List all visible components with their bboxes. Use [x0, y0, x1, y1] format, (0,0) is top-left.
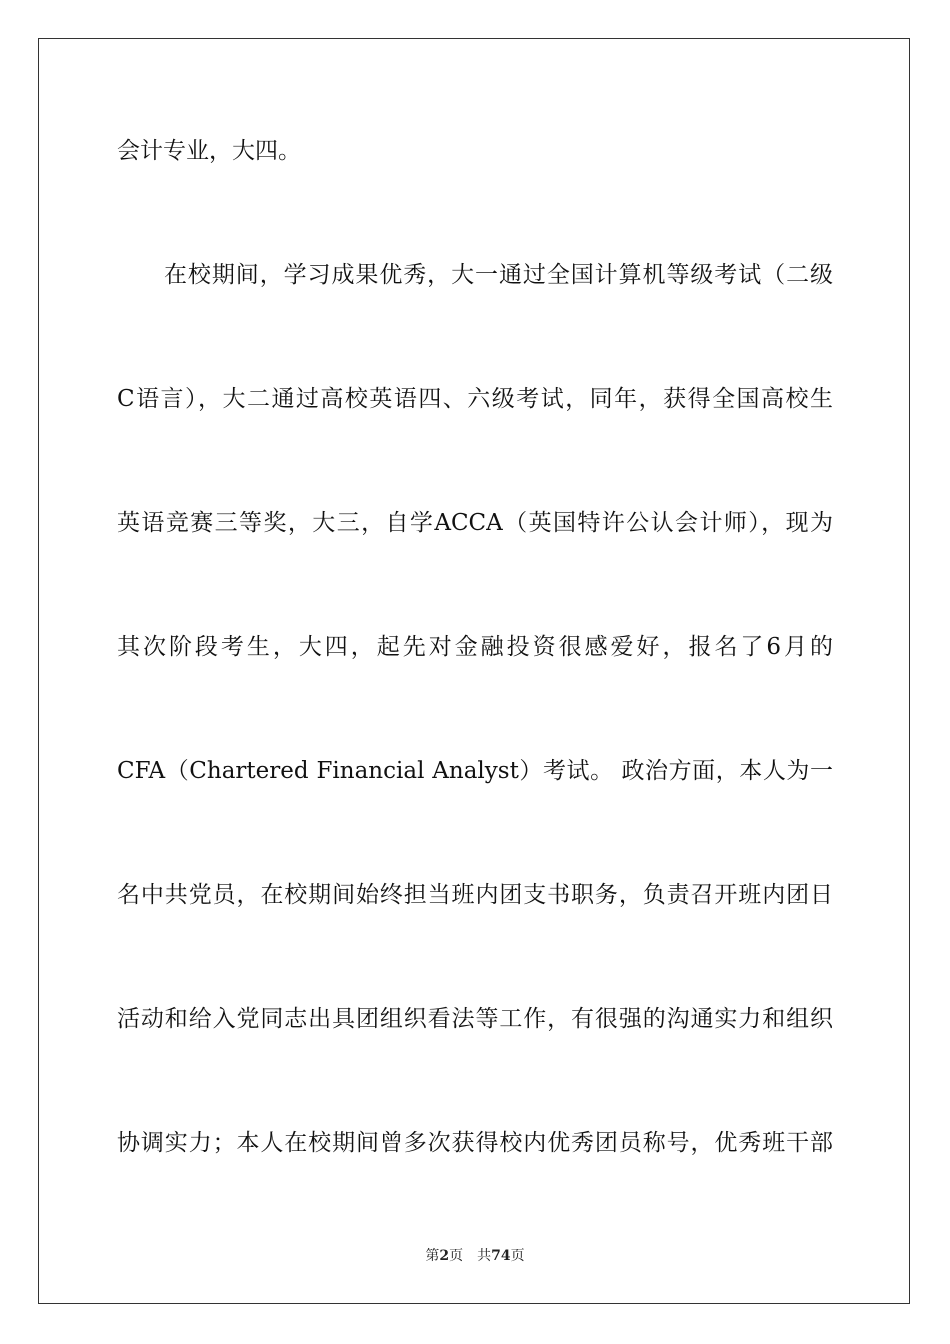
text-line-6: CFA（Chartered Financial Analyst）考试。 政治方面，本人为一	[117, 758, 833, 784]
page-border	[38, 38, 910, 1304]
text-line-4: 英语竞赛三等奖，大三，自学ACCA（英国特许公认会计师），现为	[117, 510, 833, 536]
footer-total-pages: 74	[491, 1248, 511, 1264]
page-footer	[0, 1246, 950, 1266]
footer-page-suffix: 页	[449, 1248, 464, 1264]
text-line-7: 名中共党员，在校期间始终担当班内团支书职务，负责召开班内团日	[117, 882, 833, 908]
text-line-1: 会计专业，大四。	[117, 138, 301, 164]
footer-page-number: 2	[439, 1248, 450, 1264]
footer-total-suffix: 页	[510, 1248, 525, 1264]
text-line-8: 活动和给入党同志出具团组织看法等工作，有很强的沟通实力和组织	[117, 1006, 833, 1032]
text-line-9: 协调实力；本人在校期间曾多次获得校内优秀团员称号，优秀班干部	[117, 1130, 833, 1156]
text-line-5: 其次阶段考生，大四，起先对金融投资很感爱好，报名了6月的	[117, 634, 833, 660]
text-line-2: 在校期间，学习成果优秀，大一通过全国计算机等级考试（二级	[164, 262, 833, 288]
text-line-3: C语言），大二通过高校英语四、六级考试，同年，获得全国高校生	[117, 386, 833, 412]
footer-total-prefix: 共	[477, 1248, 492, 1264]
footer-page-prefix: 第	[425, 1248, 440, 1264]
